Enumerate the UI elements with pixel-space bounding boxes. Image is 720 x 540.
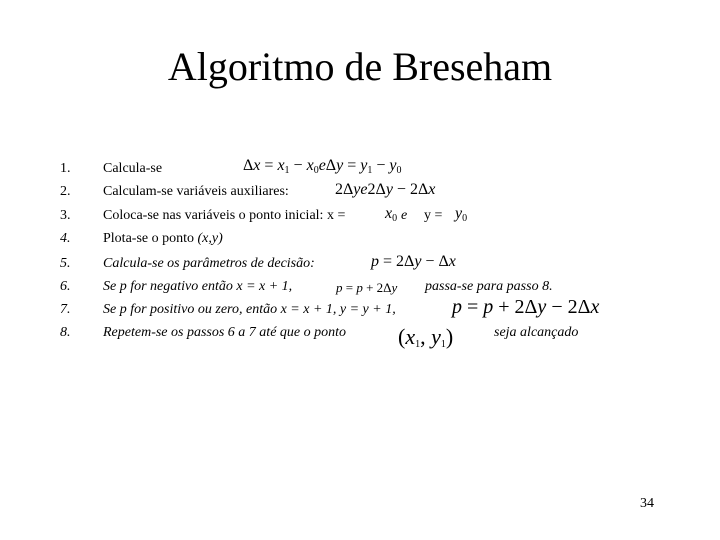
step-number: 8. [60,325,71,340]
step-8-end: seja alcançado [494,325,579,340]
slide-title: Algoritmo de Breseham [167,44,553,89]
formula-end-point: ($x_1$, $y_1$) [398,324,454,350]
step-1-text: Calcula-se [103,161,163,176]
step-3-y-equals: y = [424,208,443,223]
formula-p-positive: p = p + 2Δy − 2Δx [452,296,600,318]
page-number: 34 [640,496,654,511]
step-3-and: e [401,208,408,223]
formula-aux-vars: 2Δye2Δy − 2Δx [335,181,436,198]
step-7-text: Se p for positivo ou zero, então x = x + 1, y = y + 1, [103,302,396,317]
step-2-text: Calculam-se variáveis auxiliares: [103,184,289,199]
step-number: 7. [60,302,71,317]
step-number: 5. [60,256,71,271]
step-number: 3. [60,208,71,223]
step-4-text [103,230,223,248]
step-6-next: passa-se para passo 8. [425,279,553,294]
formula-decision-param: p = 2Δy − Δx [371,253,456,270]
step-number: 1. [60,161,71,176]
step-5-text: Calcula-se os parâmetros de decisão: [103,256,315,271]
step-number: 2. [60,184,71,199]
step-number: 4. [60,231,71,246]
step-number: 6. [60,279,71,294]
formula-x0: $x_0$ [385,205,398,224]
step-8-text: Repetem-se os passos 6 a 7 até que o ponto [103,325,347,340]
formula-y0: $y_0$ [455,205,468,224]
step-6-text: Se p for negativo então x = x + 1, [103,279,293,294]
step-3-text: Coloca-se nas variáveis o ponto inicial: x = [103,208,346,223]
step-4-label: Plota-se o ponto [103,231,194,246]
formula-p-negative: p = p + 2Δy [336,280,398,295]
formula-delta-x-delta-y: $\Delta x = x_1 - x_0e\Delta y = y_1 - y_0$ [243,157,402,176]
step-4-point: (x,y) [197,231,223,246]
